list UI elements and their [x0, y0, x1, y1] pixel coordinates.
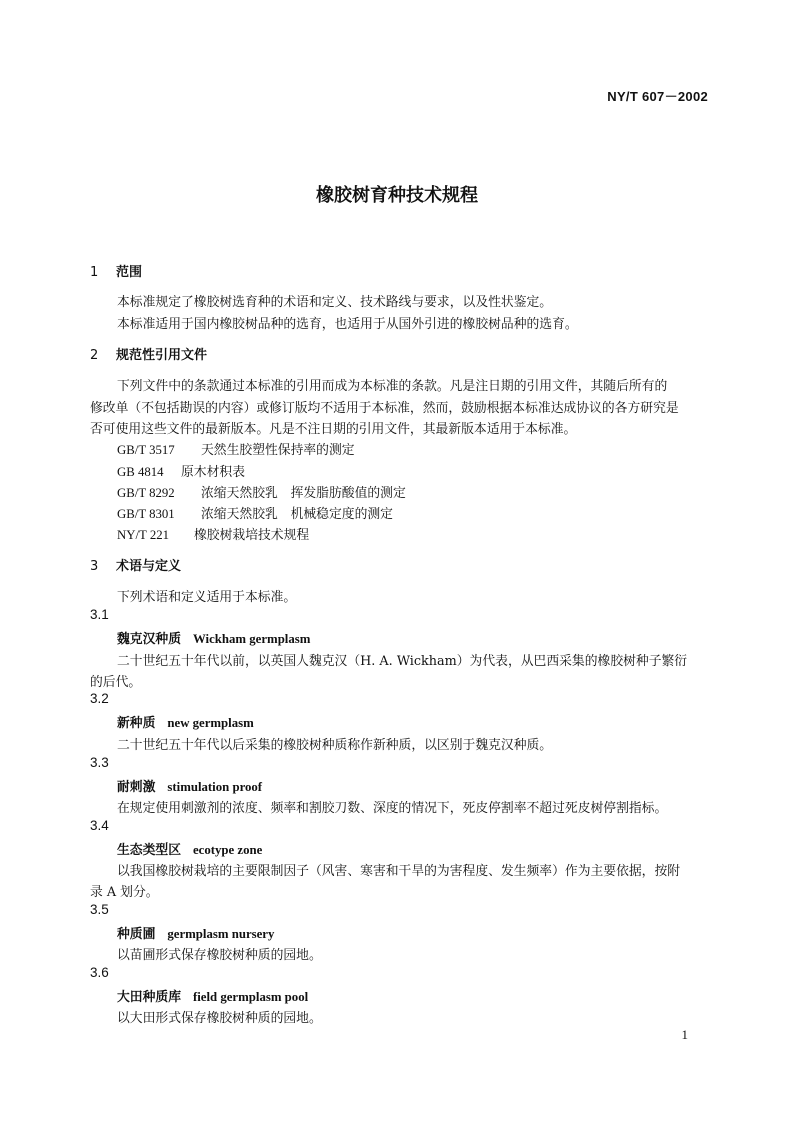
reference-item [117, 439, 355, 458]
reference-title: 浓缩天然胶乳 机械稳定度的测定 [201, 507, 393, 522]
paragraph-line: 否可使用这些文件的最新版本。凡是不注日期的引用文件，其最新版本适用于本标准。 [90, 422, 577, 437]
reference-code: GB/T 3517 [117, 443, 175, 457]
term-zh: 魏克汉种质 [117, 632, 181, 647]
reference-item [117, 524, 309, 543]
term-heading [117, 839, 262, 858]
term-definition: 二十世纪五十年代以后采集的橡胶树种质称作新种质，以区别于魏克汉种质。 [117, 738, 553, 753]
term-heading [117, 628, 310, 647]
reference-item [117, 503, 393, 522]
term-definition: 录 A 划分。 [90, 885, 159, 900]
term-definition: 以我国橡胶树栽培的主要限制因子（风害、寒害和干旱的为害程度、发生频率）作为主要依据，按附 [117, 864, 681, 879]
term-en: Wickham germplasm [192, 632, 311, 646]
term-number: 3.6 [90, 965, 109, 980]
paragraph-line: 下列文件中的条款通过本标准的引用而成为本标准的条款。凡是注日期的引用文件，其随后所有的 [117, 379, 668, 394]
term-en: field germplasm pool [192, 990, 309, 1004]
term-zh: 耐刺激 [117, 780, 156, 795]
term-en: ecotype zone [192, 843, 263, 857]
term-definition: 在规定使用刺激剂的浓度、频率和割胶刀数、深度的情况下，死皮停割率不超过死皮树停割指标。 [117, 801, 668, 816]
section-2-heading [90, 344, 207, 363]
reference-code: NY/T 221 [117, 528, 170, 542]
term-definition: 以大田形式保存橡胶树种质的园地。 [117, 1011, 322, 1026]
reference-code: GB/T 8292 [117, 486, 175, 500]
reference-title: 天然生胶塑性保持率的测定 [201, 443, 355, 458]
reference-code: GB 4814 [117, 465, 164, 479]
section-3-heading [90, 555, 181, 574]
term-number: 3.5 [90, 902, 109, 917]
section-number: 1 [90, 265, 99, 280]
term-definition: 的后代。 [90, 675, 142, 690]
document-title: 橡胶树育种技术规程 [316, 185, 478, 206]
term-zh: 大田种质库 [117, 990, 181, 1005]
term-number: 3.3 [90, 755, 109, 770]
term-definition: 以苗圃形式保存橡胶树种质的园地。 [117, 948, 322, 963]
term-zh: 种质圃 [117, 927, 156, 942]
section-number: 2 [90, 348, 99, 363]
reference-item [117, 482, 406, 501]
paragraph: 下列术语和定义适用于本标准。 [117, 590, 297, 605]
term-heading [117, 776, 262, 795]
section-title: 术语与定义 [116, 559, 182, 574]
term-heading [117, 986, 308, 1005]
term-number: 3.2 [90, 691, 109, 706]
section-number: 3 [90, 559, 99, 574]
standard-number: NY/T 607－2002 [607, 89, 708, 104]
term-en: germplasm nursery [167, 927, 275, 941]
reference-title: 橡胶树栽培技术规程 [194, 528, 310, 543]
section-title: 规范性引用文件 [116, 348, 208, 363]
term-heading [117, 712, 254, 731]
section-1-heading [90, 261, 142, 280]
paragraph: 本标准适用于国内橡胶树品种的选育，也适用于从国外引进的橡胶树品种的选育。 [117, 317, 578, 332]
reference-title: 原木材积表 [181, 465, 245, 480]
term-zh: 新种质 [117, 716, 156, 731]
term-en: stimulation proof [167, 780, 263, 794]
term-number: 3.4 [90, 818, 109, 833]
term-en: new germplasm [167, 716, 254, 730]
term-definition: 二十世纪五十年代以前，以英国人魏克汉（H. A. Wickham）为代表，从巴西采集的橡胶树种子繁衍 [117, 654, 688, 669]
reference-item [117, 461, 245, 480]
term-heading [117, 923, 274, 942]
term-zh: 生态类型区 [117, 843, 181, 858]
paragraph: 本标准规定了橡胶树选育种的术语和定义、技术路线与要求，以及性状鉴定。 [117, 295, 553, 310]
reference-code: GB/T 8301 [117, 507, 175, 521]
page-number: 1 [681, 1027, 688, 1042]
reference-title: 浓缩天然胶乳 挥发脂肪酸值的测定 [201, 486, 406, 501]
paragraph-line: 修改单（不包括勘误的内容）或修订版均不适用于本标准，然而，鼓励根据本标准达成协议的各方研究是 [90, 401, 679, 416]
section-title: 范围 [116, 265, 143, 280]
term-number: 3.1 [90, 607, 109, 622]
